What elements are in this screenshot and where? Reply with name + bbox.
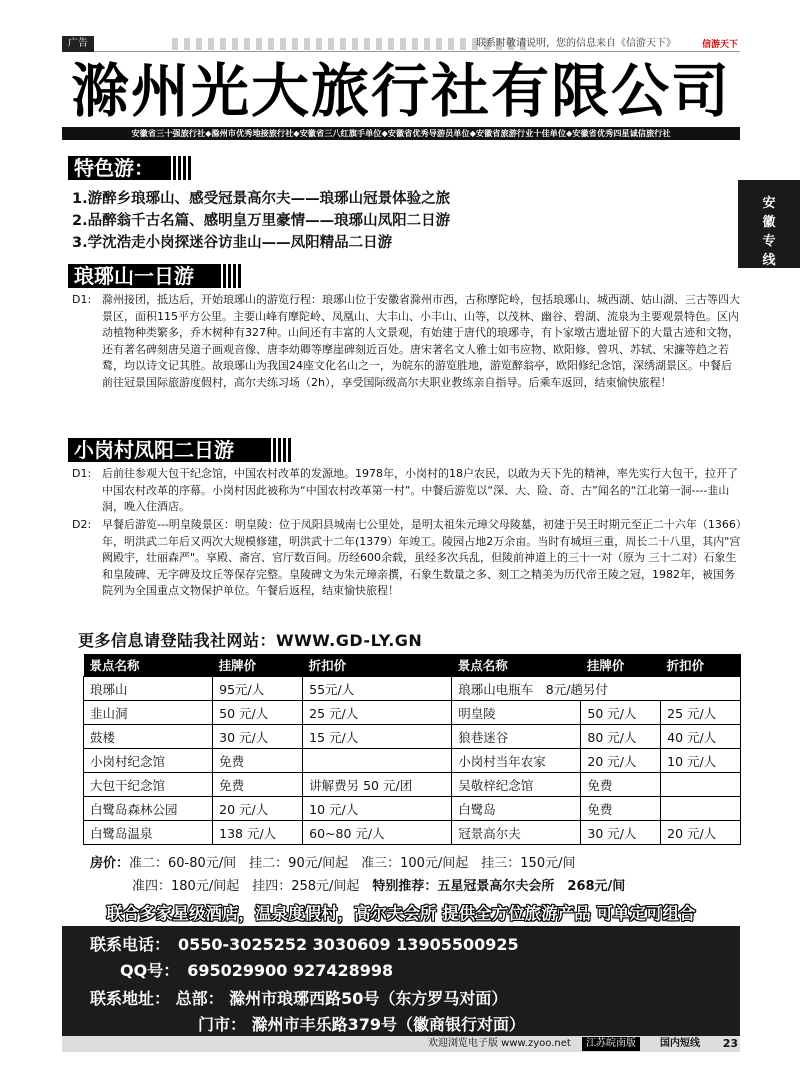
table-cell: 40 元/人	[661, 725, 741, 749]
table-cell: 鼓楼	[84, 725, 213, 749]
features-list	[72, 188, 732, 254]
table-cell: 80 元/人	[581, 725, 661, 749]
table-row	[84, 749, 741, 773]
table-cell: 冠景高尔夫	[452, 821, 581, 845]
room-line-1	[90, 852, 625, 875]
col-header: 挂牌价	[213, 654, 303, 677]
table-cell: 10 元/人	[661, 749, 741, 773]
footer-browse: 欢迎浏览电子版 www.zyoo.net	[428, 1038, 571, 1049]
slogan-banner: 联合多家星级酒店，温泉度假村，高尔夫会所 提供全方位旅游产品 可单定可组合	[62, 902, 740, 926]
table-cell: 大包干纪念馆	[84, 773, 213, 797]
table-cell: 20 元/人	[213, 797, 303, 821]
tour2-day2	[72, 517, 742, 627]
feature-item: 2.品醉翁千古名篇、感明皇万里豪情——琅琊山凤阳二日游	[72, 213, 451, 229]
table-row	[84, 773, 741, 797]
header-fade	[218, 264, 242, 288]
features-title: 特色游：	[74, 156, 154, 180]
website-banner: 更多信息请登陆我社网站：WWW.GD-LY.GN	[78, 631, 423, 650]
features-header	[68, 156, 168, 180]
table-cell: 琅琊山电瓶车 8元/趟另付	[452, 677, 741, 701]
table-cell	[661, 797, 741, 821]
day-text: 滁州接团，抵达后，开始琅琊山的游览行程：琅琊山位于安徽省滁州市西，古称摩陀岭，包括琅琊山、城西湖、姑山湖、三古等四大景区，面积115平方公里。主要山峰有摩陀岭、凤凰山、大丰山、小丰山、山等，以茂林、幽谷、碧湖、流泉为主要观景特色。区内动植物种类繁多，乔木树种有327种。山间还有丰富的人文景观，有始建于唐代的琅琊寺，有卜家墩古遗址留下的大量古迹和文物，还有著名碑刻唐吴道子画观音像、唐李幼卿等摩崖碑刻近百处。唐宋著名文人雅士如韦应物、欧阳修、曾巩、苏轼、宋濂等趋之若鹜，均以诗文记其胜。故琅琊山为我国24座文化名山之一，为皖东的游览胜地，游览醉翁亭，欧阳修纪念馆，深绣湖景区。中餐后前往冠景国际旅游度假村，高尔夫练习场（2h），享受国际级高尔夫职业教练亲自指导。后乘车返回，结束愉快旅程！	[102, 293, 740, 389]
price-table	[83, 654, 741, 845]
header-fade	[168, 156, 192, 180]
table-cell	[661, 773, 741, 797]
contact-address-store: 门市： 滁州市丰乐路379号（徽商银行对面）	[198, 1015, 525, 1034]
table-cell: 50 元/人	[213, 701, 303, 725]
day-label: D2:	[72, 518, 92, 531]
table-cell: 30 元/人	[581, 821, 661, 845]
room-line-2	[90, 875, 625, 898]
table-cell: 小岗村纪念馆	[84, 749, 213, 773]
page-number: 23	[722, 1037, 738, 1050]
col-header: 折扣价	[661, 654, 741, 677]
side-tab-label: 安徽专线	[762, 196, 776, 268]
top-strip	[62, 36, 740, 52]
room-rates-1: 准二：60-80元/间 挂二：90元/间起 准三：100元/间起 挂三：150元/间	[129, 856, 576, 871]
ad-tag: 广告	[62, 36, 94, 52]
special-offer: 特别推荐：五星冠景高尔夫会所 268元/间	[372, 879, 626, 894]
table-cell: 25 元/人	[661, 701, 741, 725]
contact-box	[62, 926, 740, 1036]
table-header-row	[84, 654, 741, 677]
table-cell: 小岗村当年农家	[452, 749, 581, 773]
table-cell: 30 元/人	[213, 725, 303, 749]
contact-phone: 联系电话： 0550-3025252 3030609 13905500925	[90, 935, 519, 954]
tour2-day1	[72, 466, 742, 518]
table-cell: 95元/人	[213, 677, 303, 701]
footer	[62, 1036, 740, 1052]
table-cell: 吴敬梓纪念馆	[452, 773, 581, 797]
table-cell: 20 元/人	[581, 749, 661, 773]
tour2-header	[68, 438, 268, 462]
room-rates-2: 准四：180元/间起 挂四：258元/间起	[132, 879, 360, 894]
room-rates	[90, 852, 625, 898]
contact-note: 联系时敬请说明，您的信息来自《信游天下》	[476, 38, 676, 49]
day-label: D1:	[72, 293, 92, 306]
table-cell: 55元/人	[303, 677, 452, 701]
company-name: 滁州光大旅行社有限公司	[70, 57, 731, 125]
table-cell: 琅琊山	[84, 677, 213, 701]
table-cell: 免费	[581, 797, 661, 821]
col-header: 挂牌价	[581, 654, 661, 677]
table-cell: 138 元/人	[213, 821, 303, 845]
feature-item: 1.游醉乡琅琊山、感受冠景高尔夫——琅琊山冠景体验之旅	[72, 191, 451, 207]
table-cell: 免费	[213, 749, 303, 773]
footer-section: 国内短线	[660, 1038, 700, 1049]
room-label: 房价：	[90, 856, 130, 871]
side-tab	[738, 180, 800, 268]
header-fade	[268, 438, 292, 462]
table-cell: 10 元/人	[303, 797, 452, 821]
table-cell	[303, 749, 452, 773]
table-row	[84, 725, 741, 749]
credits-bar: 安徽省三十强旅行社◆滁州市优秀地接旅行社◆安徽省三八红旗手单位◆安徽省优秀导游员单位◆安徽省旅游行业十佳单位◆安徽省优秀四星诚信旅行社	[62, 127, 740, 140]
table-cell: 20 元/人	[661, 821, 741, 845]
table-row	[84, 821, 741, 845]
col-header: 折扣价	[303, 654, 452, 677]
table-row	[84, 797, 741, 821]
table-cell: 25 元/人	[303, 701, 452, 725]
table-cell: 明皇陵	[452, 701, 581, 725]
magazine-logo: 信游天下	[701, 40, 738, 50]
table-cell: 免费	[581, 773, 661, 797]
contact-address-hq: 联系地址： 总部： 滁州市琅琊西路50号（东方罗马对面）	[90, 989, 508, 1008]
day-text: 后前往参观大包干纪念馆，中国农村改革的发源地。1978年，小岗村的18户农民，以敢为天下先的精神，率先实行大包干，拉开了中国农村改革的序幕。小岗村因此被称为“中国农村改革第一村”。中餐后游览以“深、大、险、奇、古”闻名的“江北第一洞----韭山洞，晚入住酒店。	[102, 467, 738, 513]
table-cell: 50 元/人	[581, 701, 661, 725]
table-cell: 60~80 元/人	[303, 821, 452, 845]
table-cell: 免费	[213, 773, 303, 797]
feature-item: 3.学沈浩走小岗探迷谷访韭山——凤阳精品二日游	[72, 235, 393, 251]
table-cell: 白鹭岛森林公园	[84, 797, 213, 821]
table-cell: 白鹭岛	[452, 797, 581, 821]
table-cell: 白鹭岛温泉	[84, 821, 213, 845]
table-cell: 讲解费另 50 元/团	[303, 773, 452, 797]
table-cell: 狼巷迷谷	[452, 725, 581, 749]
tour1-title: 琅琊山一日游	[74, 264, 194, 288]
tour1-itinerary	[72, 292, 742, 432]
tour1-header	[68, 264, 218, 288]
col-header: 景点名称	[452, 654, 581, 677]
table-row	[84, 701, 741, 725]
table-row	[84, 677, 741, 701]
table-cell: 15 元/人	[303, 725, 452, 749]
col-header: 景点名称	[84, 654, 213, 677]
footer-edition: 江苏皖南版	[582, 1037, 640, 1051]
contact-qq: QQ号： 695029900 927428998	[120, 961, 394, 980]
day-label: D1:	[72, 467, 92, 480]
tour2-title: 小岗村凤阳二日游	[74, 438, 234, 462]
table-cell: 韭山洞	[84, 701, 213, 725]
day-text: 早餐后游览---明皇陵景区：明皇陵：位于凤阳县城南七公里处，是明太祖朱元璋父母陵墓，初建于吴王时期元至正二十六年（1366）年，明洪武二年后又两次大规模修建，明洪武十二年(1379）年竣工。陵园占地2万余亩。当时有城垣三重，周长二十八里，其内"宫阙殿宇，壮丽森严"。享殿、斋宫、官厅数百间。历经600余载，虽经多次兵乱，但陵前神道上的三十一对（原为 三十二对）石象生和皇陵碑、无字碑及坟丘等保存完整。皇陵碑文为朱元璋亲撰，石象生数量之多、刻工之精美为历代帝王陵之冠，1982年，被国务院列为全国重点文物保护单位。午餐后返程，结束愉快旅程！	[102, 518, 742, 597]
